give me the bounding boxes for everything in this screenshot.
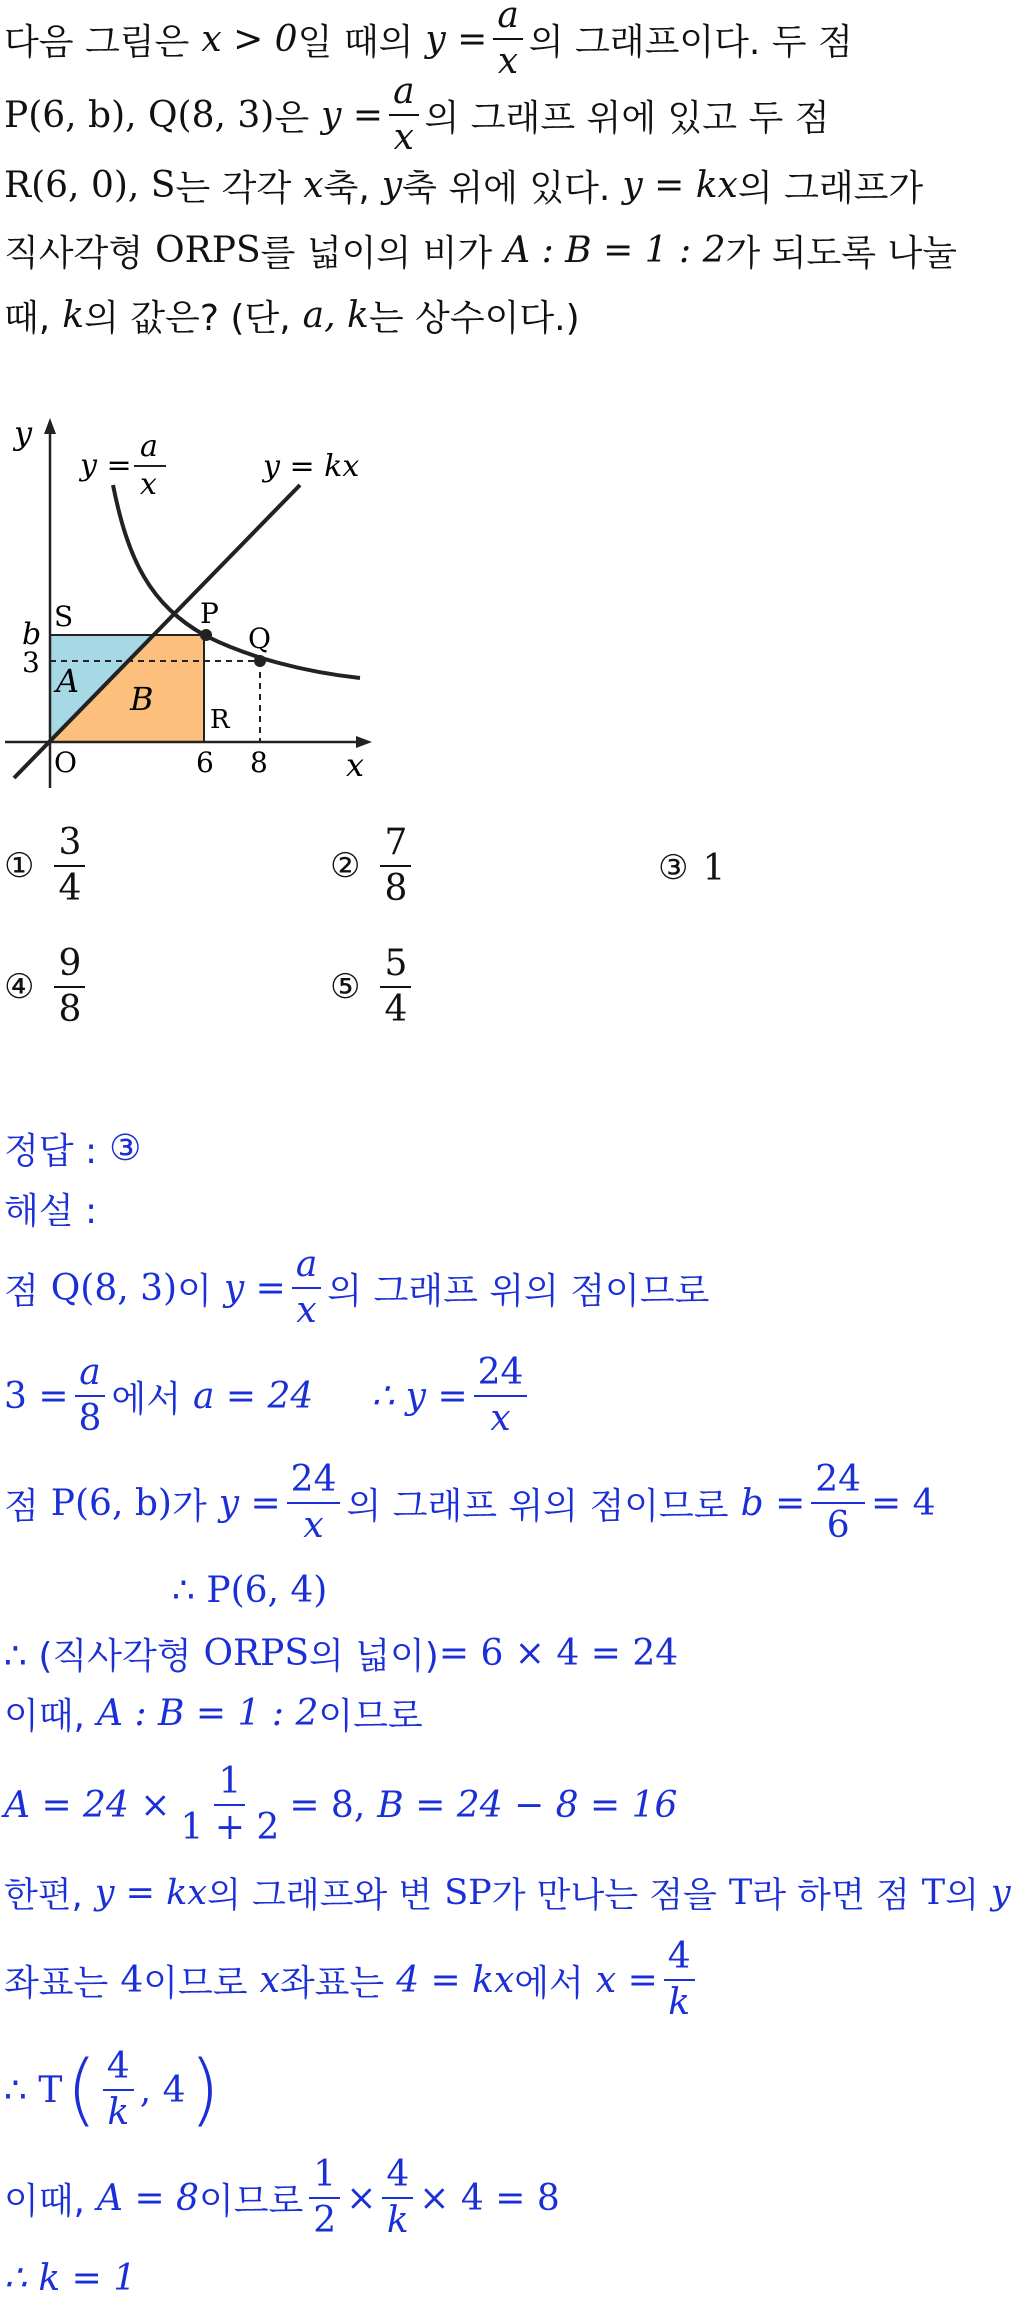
problem-line-2 <box>4 71 830 158</box>
problem-text: 의 값은? (단, <box>84 297 291 339</box>
label-p: P <box>200 597 219 630</box>
var-x: x <box>303 164 324 206</box>
points-rs: R(6, 0), S <box>4 164 176 206</box>
choice-3[interactable]: ③ 1 <box>658 847 726 889</box>
choice-5[interactable]: ⑤ $\frac{5}{4}$ <box>330 947 417 1027</box>
rect-name: ORPS <box>155 229 261 271</box>
ratio: A : B = 1 : 2 <box>504 229 726 271</box>
right-paren-icon: ) <box>189 2045 220 2135</box>
solution-line-1: 점 Q(8, 3) 이 y = $\frac{a}{x}$ 의 그래프 위의 점이므로 <box>4 1244 710 1331</box>
answer-value: ③ <box>109 1127 142 1169</box>
solution-line-8: 한편, y = kx 의 그래프와 변 SP 가 만나는 점을 T 라 하면 점 T 의 y <box>4 1873 1011 1916</box>
point-p-dot <box>200 629 212 641</box>
label-3: 3 <box>22 646 40 679</box>
graph-figure <box>0 410 400 790</box>
region-a-label: A <box>56 662 80 700</box>
solution-line-2: 3 = $\frac{a}{8}$ 에서 a = 24 ∴ y = $\frac{24}{x}$ <box>4 1358 533 1434</box>
fraction: $\frac{a}{x}$ <box>389 74 418 156</box>
var-k: k <box>62 294 85 336</box>
explanation-label: 해설 : <box>4 1190 98 1232</box>
problem-text: 가 되도록 나눌 <box>725 232 958 274</box>
constants: a, k <box>302 294 369 336</box>
solution-line-7: A = 24 × $\frac{1}{1 + 2}$ = 8, B = 24 − 8 = 16 <box>4 1761 678 1848</box>
solution-line-6: 이때, A : B = 1 : 2 이므로 <box>4 1692 423 1737</box>
label-6: 6 <box>196 746 214 779</box>
label-s: S <box>54 600 74 633</box>
choice-1[interactable]: ① $\frac{3}{4}$ <box>4 826 91 906</box>
problem-text: 는 상수이다.) <box>368 297 580 339</box>
region-b-label: B <box>130 680 154 718</box>
equation: y = kx <box>622 164 738 206</box>
problem-text: 일 때의 <box>297 21 414 63</box>
y-axis-label: y <box>14 414 33 452</box>
curve-label-num: a <box>140 429 158 464</box>
equation: y = <box>321 94 384 136</box>
solution-line-9: 좌표는 4 이므로 x 좌표는 4 = kx 에서 x = $\frac{4}{k}$ <box>4 1940 701 2020</box>
left-paren-icon: ( <box>66 2045 97 2135</box>
label-r: R <box>210 705 230 735</box>
y-axis-arrow-icon <box>44 418 56 434</box>
problem-text: 를 넓이의 비가 <box>260 232 493 274</box>
solution-line-12: ∴ k = 1 <box>4 2257 137 2299</box>
choice-2[interactable]: ② $\frac{7}{8}$ <box>330 826 417 906</box>
problem-text: 다음 그림은 <box>4 21 190 63</box>
problem-line-5 <box>4 290 580 340</box>
problem-text: 의 그래프이다. 두 점 <box>528 21 853 63</box>
line-label: y = kx <box>263 449 360 484</box>
solution-line-3: 점 P(6, b) 가 y = $\frac{24}{x}$ 의 그래프 위의 점이므로 b = $\frac{24}{6}$ = 4 <box>4 1459 936 1546</box>
equation: y = <box>425 18 488 60</box>
points-pq: P(6, b), Q(8, 3) <box>4 94 275 136</box>
problem-text: 의 그래프 위에 있고 두 점 <box>424 97 830 139</box>
solution-line-10: ∴ T ( $\frac{4}{k}$ , 4 ) <box>4 2045 220 2135</box>
problem-text: 직사각형 <box>4 232 144 274</box>
solution-line-5: ∴ (직사각형 ORPS 의 넓이) = 6 × 4 = 24 <box>4 1632 679 1677</box>
solution-line-4: ∴ P(6, 4) <box>172 1569 328 1611</box>
answer-label: 정답 : <box>4 1130 98 1172</box>
point-q-dot <box>254 655 266 667</box>
problem-text: 은 <box>274 97 310 139</box>
problem-line-1 <box>4 0 853 82</box>
problem-text: 는 각각 <box>175 167 292 209</box>
solution-line-11: 이때, A = 8 이므로 $\frac{1}{2}$ × $\frac{4}{k}$ × 4 = 8 <box>4 2154 560 2241</box>
fraction: $\frac{a}{x}$ <box>493 0 522 80</box>
curve-label-den: x <box>140 467 157 502</box>
label-8: 8 <box>250 746 268 779</box>
var-y: y <box>381 164 403 206</box>
choice-4[interactable]: ④ $\frac{9}{8}$ <box>4 947 91 1027</box>
label-b: b <box>22 617 42 652</box>
problem-text: 축 위에 있다. <box>402 167 611 209</box>
x-axis-label: x <box>346 746 365 784</box>
label-o: O <box>54 746 77 779</box>
problem-text: 축, <box>323 167 370 209</box>
problem-line-4 <box>4 225 957 275</box>
answer-line <box>4 1125 141 1171</box>
curve-label-lhs: y = <box>80 448 132 483</box>
problem-line-3 <box>4 160 923 210</box>
problem-text: 의 그래프가 <box>737 167 924 209</box>
problem-text: 때, <box>4 297 51 339</box>
label-q: Q <box>248 622 271 655</box>
condition: x > 0 <box>201 18 298 60</box>
